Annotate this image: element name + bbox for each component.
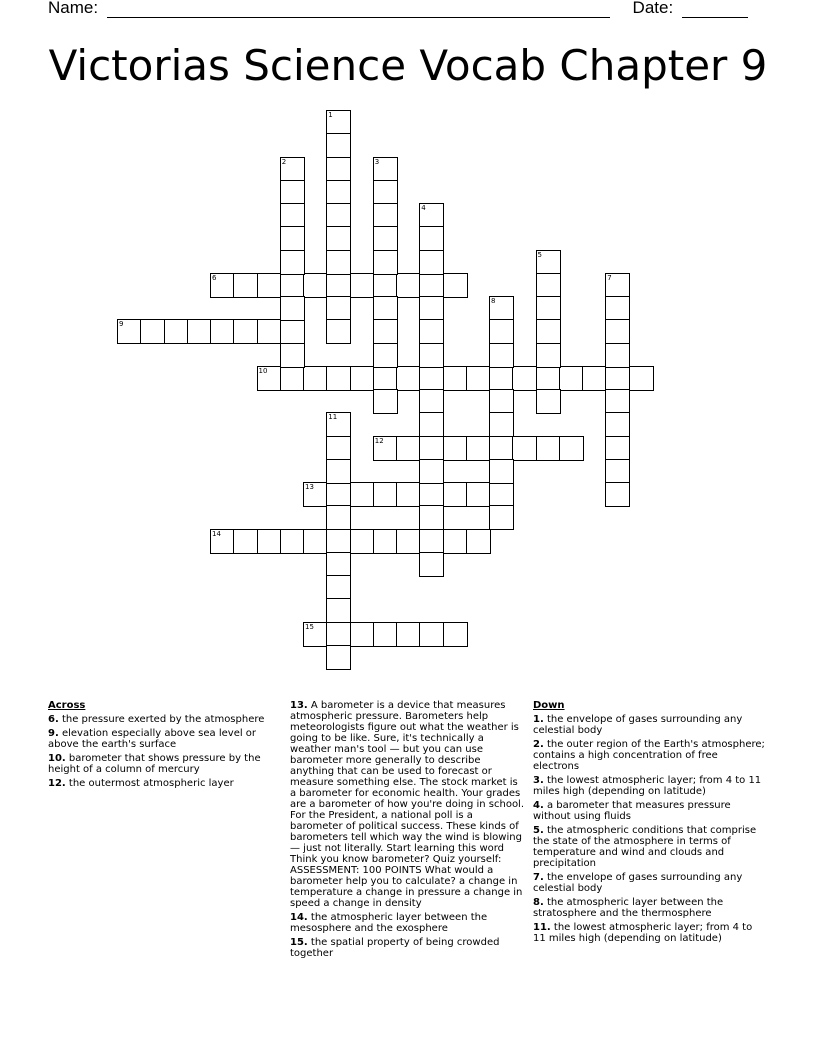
grid-cell[interactable] (326, 133, 351, 158)
grid-cell[interactable] (536, 389, 561, 414)
grid-cell[interactable] (257, 273, 282, 298)
grid-cell[interactable] (210, 319, 235, 344)
grid-cell[interactable] (419, 296, 444, 321)
grid-cell[interactable] (443, 273, 468, 298)
grid-cell[interactable] (326, 645, 351, 670)
grid-cell[interactable] (303, 529, 328, 554)
grid-cell[interactable] (326, 622, 351, 647)
grid-cell[interactable] (326, 412, 351, 437)
grid-cell[interactable] (489, 412, 514, 437)
clue-number: 2 (281, 157, 287, 166)
grid-cell[interactable] (396, 273, 421, 298)
grid-cell[interactable] (233, 529, 258, 554)
clue-number: 14 (212, 529, 221, 538)
grid-cell[interactable] (280, 529, 305, 554)
grid-cell[interactable] (419, 412, 444, 437)
grid-cell[interactable] (512, 436, 537, 461)
grid-cell[interactable] (326, 273, 351, 298)
grid-cell[interactable] (326, 296, 351, 321)
clue-across-10: 10. barometer that shows pressure by the height of a column of mercury (48, 753, 261, 775)
grid-cell[interactable] (419, 366, 444, 391)
grid-cell[interactable] (419, 343, 444, 368)
grid-cell[interactable] (466, 529, 491, 554)
grid-cell[interactable] (419, 552, 444, 577)
grid-cell[interactable] (326, 226, 351, 251)
grid-cell[interactable] (396, 622, 421, 647)
grid-cell[interactable] (605, 366, 630, 391)
grid-cell[interactable] (373, 273, 398, 298)
grid-cell[interactable] (350, 366, 375, 391)
grid-cell[interactable] (326, 459, 351, 484)
grid-cell[interactable] (419, 250, 444, 275)
grid-cell[interactable] (257, 529, 282, 554)
clue-number: 6 (212, 273, 217, 282)
grid-cell[interactable] (303, 366, 328, 391)
grid-cell[interactable] (373, 203, 398, 228)
grid-cell[interactable] (373, 482, 398, 507)
grid-cell[interactable] (280, 366, 305, 391)
grid-cell[interactable] (443, 482, 468, 507)
clue-down-2: 2. the outer region of the Earth's atmosphere; contains a high concentration of free electrons (533, 739, 765, 772)
grid-cell[interactable] (210, 273, 235, 298)
grid-cell[interactable] (326, 436, 351, 461)
puzzle-title: Victorias Science Vocab Chapter 9 (48, 41, 768, 90)
grid-cell[interactable] (233, 273, 258, 298)
clue-number: 12 (374, 436, 384, 445)
grid-cell[interactable] (443, 529, 468, 554)
grid-cell[interactable] (489, 296, 514, 321)
clue-across-12: 12. the outermost atmospheric layer (48, 778, 234, 789)
grid-cell[interactable] (419, 505, 444, 530)
grid-cell[interactable] (489, 319, 514, 344)
grid-cell[interactable] (373, 343, 398, 368)
grid-cell[interactable] (350, 622, 375, 647)
grid-cell[interactable] (280, 180, 305, 205)
grid-cell[interactable] (466, 366, 491, 391)
grid-cell[interactable] (303, 622, 328, 647)
grid-cell[interactable] (605, 343, 630, 368)
grid-cell[interactable] (536, 273, 561, 298)
grid-cell[interactable] (489, 343, 514, 368)
grid-cell[interactable] (536, 250, 561, 275)
clue-number: 9 (119, 320, 124, 329)
grid-cell[interactable] (326, 157, 351, 182)
grid-cell[interactable] (419, 273, 444, 298)
grid-cell[interactable] (489, 389, 514, 414)
clue-number: 1 (328, 111, 333, 119)
grid-cell[interactable] (326, 598, 351, 623)
down-clues-column (533, 700, 765, 947)
grid-cell[interactable] (419, 529, 444, 554)
clue-number: 11 (328, 413, 338, 422)
grid-cell[interactable] (419, 459, 444, 484)
grid-cell[interactable] (326, 505, 351, 530)
grid-cell[interactable] (419, 622, 444, 647)
grid-cell[interactable] (396, 366, 421, 391)
clue-across-14: 14. the atmospheric layer between the mesosphere and the exosphere (290, 912, 488, 934)
grid-cell[interactable] (326, 575, 351, 600)
grid-cell[interactable] (373, 180, 398, 205)
name-label: Name: (48, 0, 99, 17)
grid-cell[interactable] (280, 250, 305, 275)
clue-across-15: 15. the spatial property of being crowded together (290, 937, 500, 959)
grid-cell[interactable] (605, 389, 630, 414)
grid-cell[interactable] (326, 482, 351, 507)
grid-cell[interactable] (443, 436, 468, 461)
grid-cell[interactable] (326, 250, 351, 275)
grid-cell[interactable] (117, 319, 142, 344)
grid-cell[interactable] (536, 436, 561, 461)
grid-cell[interactable] (559, 436, 584, 461)
grid-cell[interactable] (489, 436, 514, 461)
grid-cell[interactable] (466, 482, 491, 507)
grid-cell[interactable] (536, 319, 561, 344)
grid-cell[interactable] (559, 366, 584, 391)
grid-cell[interactable] (187, 319, 212, 344)
clue-down-1: 1. the envelope of gases surrounding any celestial body (533, 714, 743, 736)
grid-cell[interactable] (582, 366, 607, 391)
grid-cell[interactable] (326, 110, 351, 135)
grid-cell[interactable] (396, 529, 421, 554)
grid-cell[interactable] (512, 366, 537, 391)
down-heading: Down (533, 700, 565, 711)
grid-cell[interactable] (536, 366, 561, 391)
grid-cell[interactable] (280, 343, 305, 368)
clue-across-6: 6. the pressure exerted by the atmosphere (48, 714, 265, 725)
grid-cell[interactable] (605, 482, 630, 507)
clue-down-5: 5. the atmospheric conditions that comprise the state of the atmosphere in terms of temperature and wind and clouds and precipitation (533, 825, 757, 869)
grid-cell[interactable] (466, 436, 491, 461)
date-label: Date: (632, 0, 674, 17)
grid-cell[interactable] (605, 296, 630, 321)
clue-number: 13 (305, 483, 314, 491)
grid-cell[interactable] (489, 505, 514, 530)
grid-cell[interactable] (419, 319, 444, 344)
grid-cell[interactable] (373, 389, 398, 414)
grid-cell[interactable] (396, 436, 421, 461)
grid-cell[interactable] (489, 482, 514, 507)
grid-cell[interactable] (164, 319, 189, 344)
grid-cell[interactable] (280, 226, 305, 251)
grid-cell[interactable] (326, 203, 351, 228)
clue-down-8: 8. the atmospheric layer between the stratosphere and the thermosphere (533, 897, 724, 919)
grid-cell[interactable] (303, 273, 328, 298)
clue-down-4: 4. a barometer that measures pressure without using fluids (533, 800, 731, 822)
clue-number: 5 (537, 250, 542, 259)
clue-number: 3 (374, 157, 380, 166)
clue-across-13: 13. A barometer is a device that measures atmospheric pressure. Barometers help meteorologists figure out what the weather is going to be like. Sure, it's technically a weather man's tool — but you can use barometer more generally to describe anything that can be used to forecast or measure something else. The stock market is a barometer for economic health. Your grades are a barometer of how you're doing in school. For the President, a national poll is a barometer of political success. These kinds of barometers tell which way the wind is blowing — just not literally. Start learning this word Think you know barometer? Quiz yourself: ASSESSMENT: 100 POINTS What would a barometer help you to calculate? a change in temperature a change in pressure a change in speed a change in density (290, 700, 525, 909)
grid-cell[interactable] (210, 529, 235, 554)
grid-cell[interactable] (350, 273, 375, 298)
grid-cell[interactable] (257, 319, 282, 344)
clue-across-9: 9. elevation especially above sea level or above the earth's surface (48, 728, 257, 750)
grid-cell[interactable] (373, 436, 398, 461)
grid-cell[interactable] (605, 459, 630, 484)
grid-cell[interactable] (443, 366, 468, 391)
grid-cell[interactable] (373, 622, 398, 647)
grid-cell[interactable] (303, 482, 328, 507)
across-clues-continued (290, 700, 525, 962)
grid-cell[interactable] (489, 459, 514, 484)
grid-cell[interactable] (629, 366, 654, 391)
grid-cell[interactable] (350, 529, 375, 554)
grid-cell[interactable] (605, 436, 630, 461)
clue-down-3: 3. the lowest atmospheric layer; from 4 to 11 miles high (depending on latitude) (533, 775, 762, 797)
grid-cell[interactable] (326, 529, 351, 554)
grid-cell[interactable] (326, 552, 351, 577)
grid-cell[interactable] (489, 366, 514, 391)
grid-cell[interactable] (373, 250, 398, 275)
across-heading: Across (48, 700, 86, 711)
grid-cell[interactable] (536, 343, 561, 368)
grid-cell[interactable] (280, 296, 305, 321)
grid-cell[interactable] (373, 319, 398, 344)
clue-number: 8 (491, 297, 496, 305)
grid-cell[interactable] (605, 273, 630, 298)
grid-cell[interactable] (419, 389, 444, 414)
grid-cell[interactable] (419, 203, 444, 228)
across-clues-column (48, 700, 270, 792)
grid-cell[interactable] (280, 319, 305, 344)
grid-cell[interactable] (443, 622, 468, 647)
grid-cell[interactable] (373, 529, 398, 554)
clue-number: 10 (258, 366, 268, 375)
grid-cell[interactable] (140, 319, 165, 344)
clue-number: 15 (305, 622, 314, 631)
grid-cell[interactable] (326, 319, 351, 344)
grid-cell[interactable] (280, 157, 305, 182)
grid-cell[interactable] (280, 203, 305, 228)
grid-cell[interactable] (373, 157, 398, 182)
grid-cell[interactable] (419, 482, 444, 507)
grid-cell[interactable] (419, 226, 444, 251)
clue-down-7: 7. the envelope of gases surrounding any celestial body (533, 872, 743, 894)
grid-cell[interactable] (326, 366, 351, 391)
grid-cell[interactable] (373, 366, 398, 391)
grid-cell[interactable] (257, 366, 282, 391)
grid-cell[interactable] (373, 296, 398, 321)
grid-cell[interactable] (536, 296, 561, 321)
grid-cell[interactable] (350, 482, 375, 507)
clue-number: 4 (421, 204, 426, 212)
grid-cell[interactable] (373, 226, 398, 251)
grid-cell[interactable] (605, 319, 630, 344)
grid-cell[interactable] (419, 436, 444, 461)
grid-cell[interactable] (233, 319, 258, 344)
grid-cell[interactable] (326, 180, 351, 205)
clue-number: 7 (607, 273, 612, 282)
clue-down-11: 11. the lowest atmospheric layer; from 4 to 11 miles high (depending on latitude) (533, 922, 753, 944)
grid-cell[interactable] (605, 412, 630, 437)
grid-cell[interactable] (280, 273, 305, 298)
grid-cell[interactable] (396, 482, 421, 507)
